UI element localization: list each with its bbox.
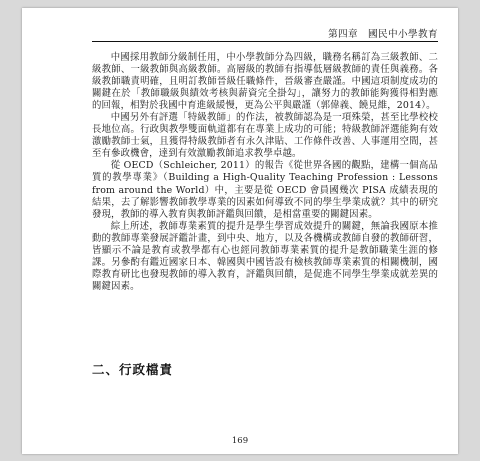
document-page xyxy=(22,8,458,454)
paragraph-summary: 綜上所述，教師專業素質的提升是學生學習成效提升的關鍵，無論我國原本推動的教師專業發展評鑑計畫，到中央、地方，以及各機構或教師自發的教師研習，皆顯示不論是教育或教學都有心也經同教師專業素質的提升是教師職業生涯的修課。另參酌有鑑近國家日本、韓國與中國皆設有檢核教師專業素質的相關機制，國際教育研比也發現教師的導入教育，評鑑與回饋，是促進不同學生學業成就差異的關鍵因素。 xyxy=(92,220,438,292)
paragraph-oecd-report: 從 OECD（Schleicher, 2011）的報告《從世界各國的觀點，建構一個高品質的教學專業》（Building a High-Quality Teaching Profession : Lessons from around the World）中，主要是從 OECD 會員國幾次 PISA 成績表現的結果，去了解影響教師教學專業的因素如何導致不同的學生學業成就？其中的研究發現，教師的導入教育與教師評鑑與回饋，是相當重要的關鍵因素。 xyxy=(92,160,438,220)
header-divider xyxy=(92,41,438,42)
body-text xyxy=(92,52,438,293)
page-number: 169 xyxy=(231,436,249,446)
section-heading: 二、行政檔責 xyxy=(92,362,174,377)
paragraph-teacher-grading: 中國採用教師分級制任用，中小學教師分為四級，職務名稱訂為三級教師、二級教師、一級教師與高級教師。高層級的教師有指導低層級教師的責任與義務。各級教師職責明確，且明訂教師晉級任職條件，晉級審查嚴謹。中國這項制度成功的關鍵在於「教師職級與績效考核與薪資完全掛勾」，讓努力的教師能夠獲得相對應的回報，相對於我國中育進級緩慢，更為公平與嚴謹（郭偉義、饒見維，2014）。 xyxy=(92,52,438,112)
running-header: 第四章 國民中小學教育 xyxy=(328,29,438,40)
paragraph-special-grade-teacher: 中國另外有評選「特級教師」的作法，被教師認為是一項殊榮，甚至比學校校長地位高。行政與教學雙面軌道都有在專業上成功的可能；特級教師評選能夠有效激勵教師士氣，且獲得特級教師者有永久津貼、工作條件改善、人事運用空間，甚至有參政機會，達到有效激勵教師追求教學卓越。 xyxy=(92,112,438,160)
